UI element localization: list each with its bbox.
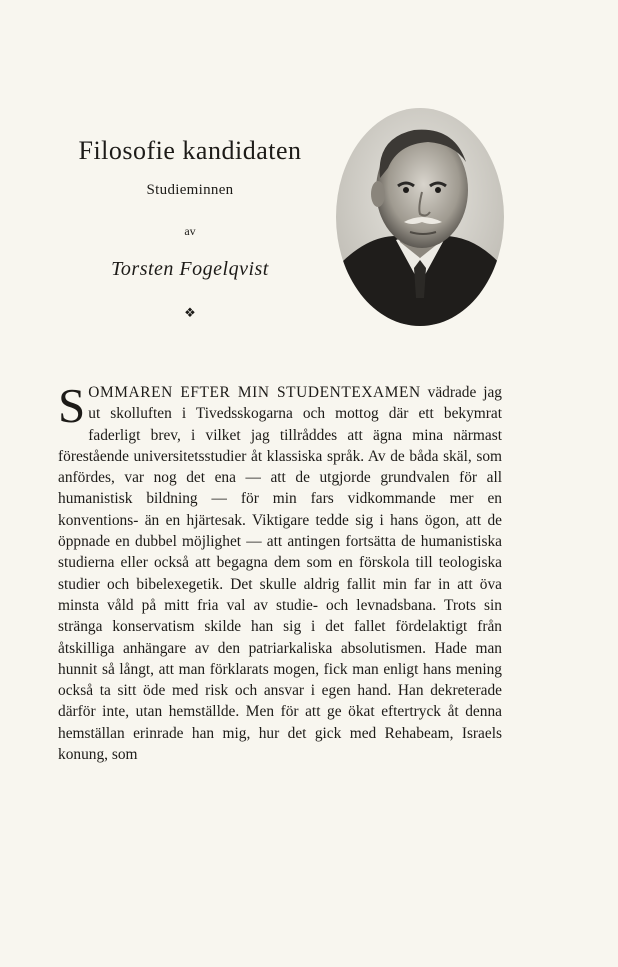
article-text: vädrade jag ut skolluften i Tivedsskogarna och mottog där ett bekymrat faderligt brev, i vilket jag tillråddes att ägna mina närmast förestående universitetsstudier åt klassiska språk. Av de båda skäl, som anfördes, var nog det ena — att de utgjorde grundvalen för all humanistisk bildning — för min fars vidkommande mer en konventions- än en hjärtesak. Viktigare tedde sig i hans ögon, att de öppnade en dubbel möjlighet — att antingen fortsätta de humanistiska studierna eller också att begagna dem som en förskola till teologiska studier och bibelexegetik. Det skulle aldrig fallit min far in att öva minsta våld på mitt fria val av studie- och levnadsbana. Trots sin stränga konservatism skilde han sig i det fallet fördelaktigt från åtskilliga anhängare av den patriarkaliska absolutismen. Hade man hunnit så långt, att man förklarats mogen, fick man enligt hans mening också ta sitt öde med risk och ansvar i egen hand. Han dekreterade därför inte, utan hemställde. Men för att ge ökat eftertryck åt denna hemställan erinrade han mig, hur det gick med Rehabeam, Israels konung, som [58, 384, 502, 764]
portrait-photo [336, 108, 504, 326]
author-portrait-icon [336, 108, 504, 326]
page-title: Filosofie kandidaten [78, 136, 302, 165]
author-name: Torsten Fogelqvist [111, 258, 269, 280]
lead-in-caps: OMMAREN EFTER MIN STUDENTEXAMEN [88, 384, 421, 401]
subtitle: Studieminnen [146, 182, 234, 198]
drop-cap: S [58, 378, 86, 433]
byline-av: av [184, 224, 196, 238]
ornament-icon: ❖ [184, 305, 196, 320]
article-body [58, 378, 502, 765]
